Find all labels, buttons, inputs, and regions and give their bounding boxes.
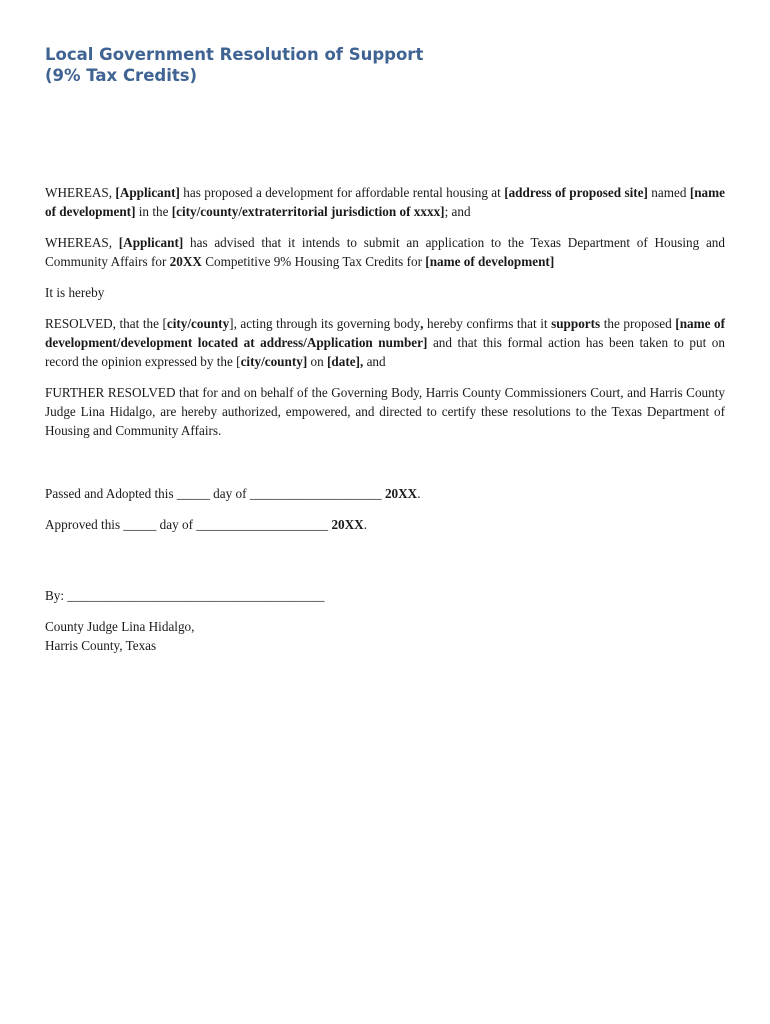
text-run: the proposed (600, 316, 676, 331)
placeholder-year: 20XX (331, 517, 364, 532)
signature-by-line: By: _______________________________________ (45, 588, 325, 603)
whereas-paragraph-2 (45, 233, 725, 271)
text-run: WHEREAS, (45, 185, 116, 200)
spacer (45, 546, 725, 586)
text-run: has proposed a development for affordable rental housing at (179, 185, 505, 200)
document-title (45, 44, 423, 86)
placeholder-development-name: [name of development] (45, 185, 725, 219)
text-run: and that this formal action has been taken to put on record the opinion expressed by the [ (45, 335, 725, 369)
text-run: hereby confirms that it (423, 316, 552, 331)
text-run-bold: , (420, 316, 424, 331)
text-run: in the (135, 204, 172, 219)
resolved-paragraph (45, 314, 725, 371)
placeholder-jurisdiction: [city/county/extraterritorial jurisdiction of xxxx] (171, 204, 445, 219)
text-run: Passed and Adopted this _____ day of ____________________ (45, 486, 385, 501)
text-run: has advised that it intends to submit an application to the Texas Department of Housing and Community Affairs for (45, 235, 725, 269)
text-run: . (417, 486, 421, 501)
document-body (45, 183, 725, 667)
it-is-hereby: It is hereby (45, 285, 105, 300)
spacer (45, 452, 725, 484)
text-run: Approved this _____ day of ____________________ (45, 517, 332, 532)
text-run: on (307, 354, 328, 369)
text-run: WHEREAS, (45, 235, 119, 250)
text-run: . (363, 517, 367, 532)
approved-line (45, 515, 725, 534)
text-run: ; and (444, 204, 471, 219)
placeholder-applicant: [Applicant] (115, 185, 180, 200)
placeholder-development-name: [name of development] (425, 254, 555, 269)
further-resolved-paragraph: FURTHER RESOLVED that for and on behalf of the Governing Body, Harris County Commissioners Court, and Harris County Judge Lina Hidalgo, are hereby authorized, empowered, and directed to certify these resolutions to the Texas Department of Housing and Community Affairs. (45, 385, 725, 438)
placeholder-city-county: city/county (166, 316, 230, 331)
text-run: named (647, 185, 690, 200)
title-line-2: (9% Tax Credits) (45, 66, 198, 85)
passed-adopted-line (45, 484, 725, 503)
placeholder-applicant: [Applicant] (118, 235, 184, 250)
placeholder-year: 20XX (169, 254, 202, 269)
whereas-paragraph-1 (45, 183, 725, 221)
signer-name: County Judge Lina Hidalgo, (45, 619, 195, 634)
placeholder-date: [date], (327, 354, 364, 369)
text-run: and (363, 354, 386, 369)
placeholder-address: [address of proposed site] (504, 185, 648, 200)
text-run: Competitive 9% Housing Tax Credits for (201, 254, 426, 269)
placeholder-year: 20XX (384, 486, 418, 501)
text-run: RESOLVED, that the [ (45, 316, 167, 331)
supports-word: supports (551, 316, 601, 331)
placeholder-city-county: city/county] (240, 354, 308, 369)
title-line-1: Local Government Resolution of Support (45, 45, 424, 64)
text-run: ], acting through its governing body (229, 316, 421, 331)
signature-block (45, 617, 725, 655)
placeholder-development-details: [name of development/development located at address/Application number] (45, 316, 725, 350)
signer-location: Harris County, Texas (45, 638, 157, 653)
